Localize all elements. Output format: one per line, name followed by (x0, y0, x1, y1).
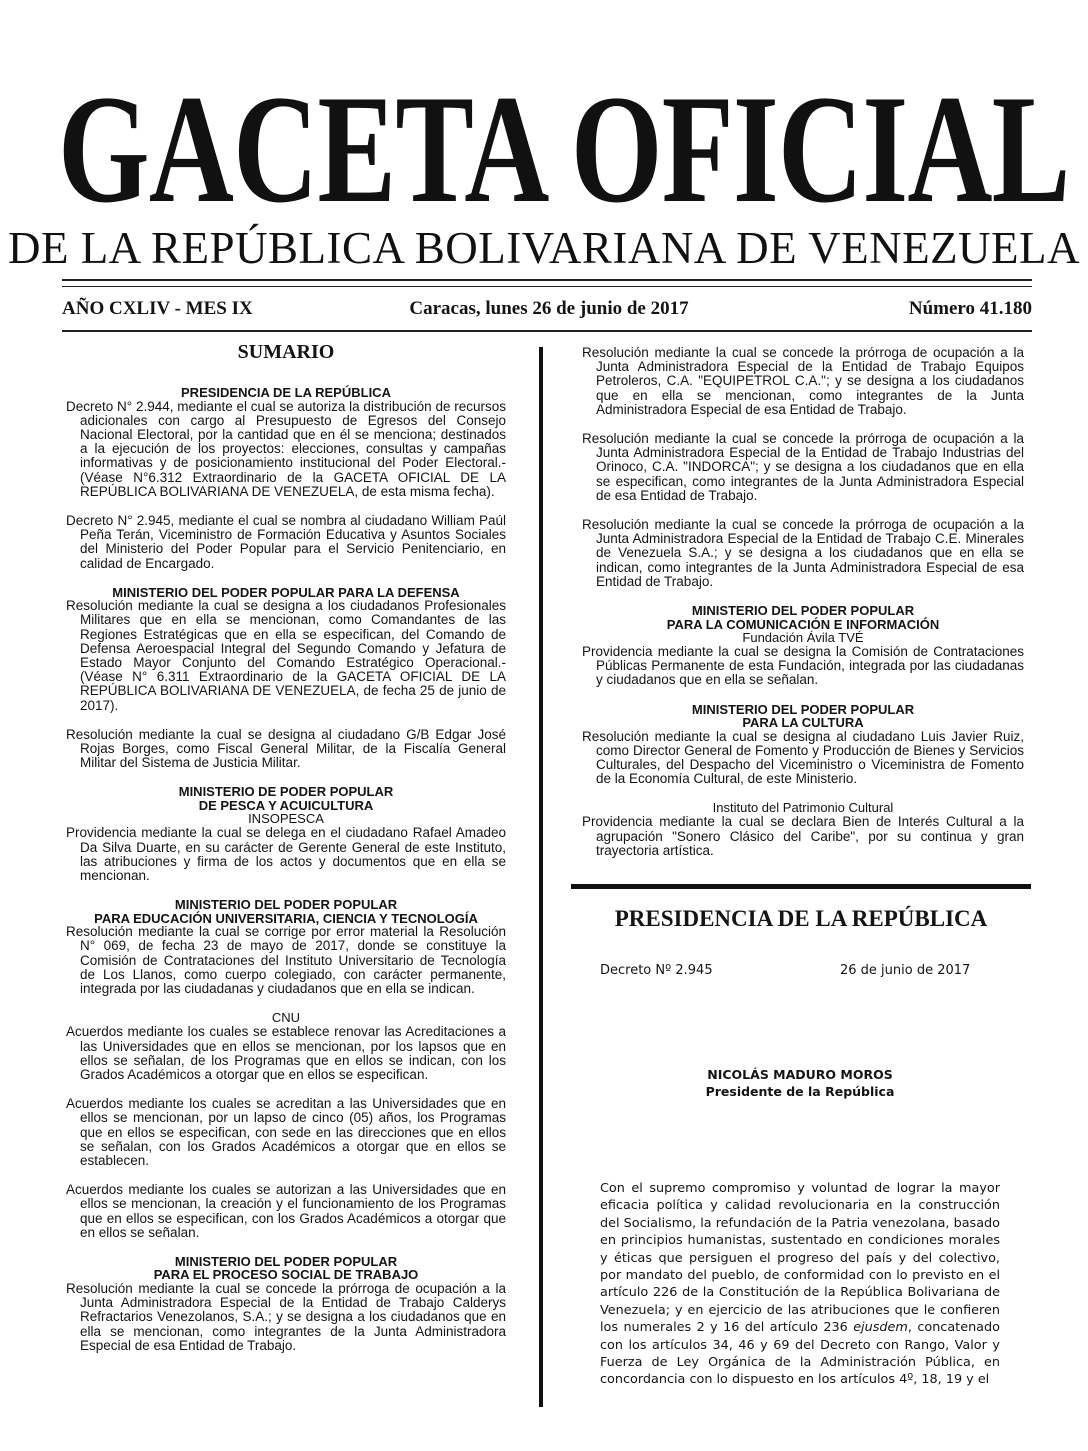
section-subheading: INSOPESCA (248, 811, 324, 827)
masthead-subtitle: DE LA REPÚBLICA BOLIVARIANA DE VENEZUELA (7, 223, 1081, 273)
summary-entry: Resolución mediante la cual se designa a los ciudadanos Profesionales Militares que en ella se mencionan, como Comandantes de las Regiones Estratégicas que en ella se especifican, del Comando de Defensa Aeroespacial Integral del Segundo Comando y Jefatura de Estado Mayor Conjunto del Comando Estratégico Operacional.- (Véase N° 6.311 Extraordinario de la GACETA OFICIAL DE LA REPÚBLICA BOLIVARIANA DE VENEZUELA, de fecha 25 de junio de 2017). (66, 598, 506, 713)
decree-section-heading: PRESIDENCIA DE LA REPÚBLICA (614, 906, 988, 931)
section-heading: MINISTERIO DEL PODER POPULAR (174, 897, 398, 913)
section-heading: PARA EL PROCESO SOCIAL DE TRABAJO (153, 1267, 419, 1283)
issue-year-month: AÑO CXLIV - MES IX (62, 298, 253, 319)
header-rule-top (62, 279, 1032, 281)
summary-entry: Decreto N° 2.945, mediante el cual se nombra al ciudadano William Paúl Peña Terán, Viceministro de Formación Educativa y Asuntos Sociales del Ministerio del Poder Popular para el Servicio Penitenciario, en calidad de Encargado. (66, 512, 506, 571)
summary-entry: Resolución mediante la cual se corrige por error material la Resolución N° 069, de fecha 23 de mayo de 2017, donde se constituye la Comisión de Contrataciones del Instituto Universitario de Tecnología de Los Llanos, como cuerpo colegiado, con carácter permanente, integrada por las ciudadanas y ciudadanos que en ella se indican. (66, 924, 506, 997)
section-heading: MINISTERIO DEL PODER POPULAR (691, 701, 915, 717)
sumario-left-column (66, 340, 506, 1368)
section-heading: MINISTERIO DEL PODER POPULAR (174, 1253, 398, 1269)
section-subheading: CNU (271, 1010, 301, 1026)
decree-body-part: , concatenado con los artículos 34, 46 y 69 del Decreto con Rango, Valor y Fuerza de Ley Orgánica de la Administración Pública, en concordancia con lo dispuesto en los artículos 4º, 18, 19 y el (600, 1320, 1000, 1388)
masthead-title: GACETA OFICIAL (58, 63, 1070, 235)
decree-signer (600, 1066, 1000, 1100)
header-rule-bottom (62, 330, 1032, 332)
section-heading: PRESIDENCIA DE LA REPÚBLICA (181, 385, 391, 400)
section-heading: PARA LA COMUNICACIÓN E INFORMACIÓN (666, 616, 940, 632)
decree-date: 26 de junio de 2017 (840, 963, 971, 978)
issue-number: Número 41.180 (908, 298, 1032, 319)
section-rule (571, 884, 1031, 889)
summary-entry: Acuerdos mediante los cuales se autorizan a las Universidades que en ellos se mencionan, la creación y el funcionamiento de los Programas que en ellos se especifican, con los Grados Académicos a otorgar que en ellos se señalan. (66, 1182, 506, 1240)
summary-entry: Resolución mediante la cual se concede la prórroga de ocupación a la Junta Administradora Especial de la Entidad de Trabajo Calderys Refractarios Venezolanos, S.A.; y se designa a los ciudadanos que en ella se mencionan, como integrantes de la Junta Administradora Especial de esa Entidad de Trabajo. (66, 1280, 506, 1353)
summary-entry: Providencia mediante la cual se declara Bien de Interés Cultural a la agrupación "Sonero Clásico del Caribe", por su continua y gran trayectoria artística. (582, 814, 1024, 858)
decree-body-part: Con el supremo compromiso y voluntad de lograr la mayor eficacia política y calidad revolucionaria en la construcción del Socialismo, la refundación de la Patria venezolana, basado en principios humanistas, sustentado en condiciones morales y éticas que persiguen el progreso del país y del colectivo, por mandato del pueblo, de conformidad con lo previsto en el artículo 226 de la Constitución de la República Bolivariana de Venezuela; y en ejercicio de las atribuciones que le confieren los numerales 2 y 16 del artículo 236 (600, 1181, 1000, 1336)
header-rule-thin (62, 286, 1032, 287)
section-heading: MINISTERIO DEL PODER POPULAR (691, 603, 915, 619)
section-heading: MINISTERIO DEL PODER POPULAR PARA LA DEFENSA (112, 584, 460, 600)
decree-body (600, 1180, 1000, 1389)
section-heading: PARA LA CULTURA (742, 715, 864, 731)
summary-entry: Decreto N° 2.944, mediante el cual se autoriza la distribución de recursos adicionales con cargo al Presupuesto de Egresos del Consejo Nacional Electoral, por la cantidad que en él se menciona; destinados a la ejecución de los proyectos: elecciones, consultas y campañas informativas y de posicionamiento institucional del Poder Electoral.- (Véase N°6.312 Extraordinario de la GACETA OFICIAL DE LA REPÚBLICA BOLIVARIANA DE VENEZUELA, de esta misma fecha). (66, 398, 506, 499)
summary-entry: Acuerdos mediante los cuales se acreditan a las Universidades que en ellos se mencionan, por un lapso de cinco (05) años, los Programas que en ellos se especifican, con sede en las direcciones que en ellos se señalan, con los Grados Académicos a otorgar que en ellos se establecen. (66, 1096, 506, 1168)
section-heading: DE PESCA Y ACUICULTURA (198, 797, 374, 813)
summary-entry: Providencia mediante la cual se designa la Comisión de Contrataciones Públicas Permanente de esta Fundación, integrada por las ciudadanas y ciudadanos que en ella se señalan. (582, 644, 1024, 688)
summary-entry: Resolución mediante la cual se designa al ciudadano G/B Edgar José Rojas Borges, como Fiscal General Militar, de la Fiscalía General Militar del Sistema de Justicia Militar. (66, 726, 506, 771)
signer-title: Presidente de la República (705, 1084, 895, 1099)
summary-entry: Resolución mediante la cual se concede la prórroga de ocupación a la Junta Administradora Especial de la Entidad de Trabajo Industrias del Orinoco, C.A. "INDORCA"; y se designa a los ciudadanos que en ella se especifican, como integrantes de la Junta Administradora Especial de esa Entidad de Trabajo. (582, 431, 1024, 503)
section-heading: PARA EDUCACIÓN UNIVERSITARIA, CIENCIA Y TECNOLOGÍA (94, 910, 478, 926)
sumario-title: SUMARIO (237, 341, 335, 363)
decree-body-emphasis: ejusdem (853, 1320, 908, 1336)
masthead (0, 62, 1088, 237)
signer-name: NICOLÁS MADURO MOROS (707, 1067, 893, 1082)
summary-entry: Acuerdos mediante los cuales se establece renovar las Acreditaciones a las Universidades que en ellos se mencionan, por los lapsos que en ellos se señalan, de los Programas que en ellos se indican, con los Grados Académicos a otorgar que en ellos se especifican. (66, 1024, 506, 1082)
summary-entry: Resolución mediante la cual se concede la prórroga de ocupación a la Junta Administradora Especial de la Entidad de Trabajo Equipos Petroleros, C.A. "EQUIPETROL C.A."; y se designa a los ciudadanos que en ella se mencionan, como integrantes de la Junta Administradora Especial de esa Entidad de Trabajo. (582, 345, 1024, 417)
section-subheading: Fundación Ávila TVÉ (742, 630, 864, 646)
summary-entry: Resolución mediante la cual se designa al ciudadano Luis Javier Ruiz, como Director General de Fomento y Producción de Bienes y Servicios Culturales, del Despacho del Viceministro o Viceministra de Fomento de la Economía Cultural, de este Ministerio. (582, 728, 1024, 787)
issue-place-date: Caracas, lunes 26 de junio de 2017 (409, 298, 689, 319)
column-divider (539, 347, 543, 1407)
sumario-right-column (582, 346, 1024, 864)
decree-number: Decreto Nº 2.945 (600, 963, 713, 978)
section-subheading: Instituto del Patrimonio Cultural (712, 800, 894, 816)
summary-entry: Providencia mediante la cual se delega en el ciudadano Rafael Amadeo Da Silva Duarte, en su carácter de Gerente General de este Instituto, las atribuciones y firma de los actos y documentos que en ella se mencionan. (66, 825, 506, 884)
section-heading: MINISTERIO DE PODER POPULAR (178, 784, 394, 800)
summary-entry: Resolución mediante la cual se concede la prórroga de ocupación a la Junta Administradora Especial de la Entidad de Trabajo C.E. Minerales de Venezuela S.A.; y se designa a los ciudadanos que en ella se indican, como integrantes de la Junta Administradora Especial de esa Entidad de Trabajo. (582, 517, 1024, 589)
